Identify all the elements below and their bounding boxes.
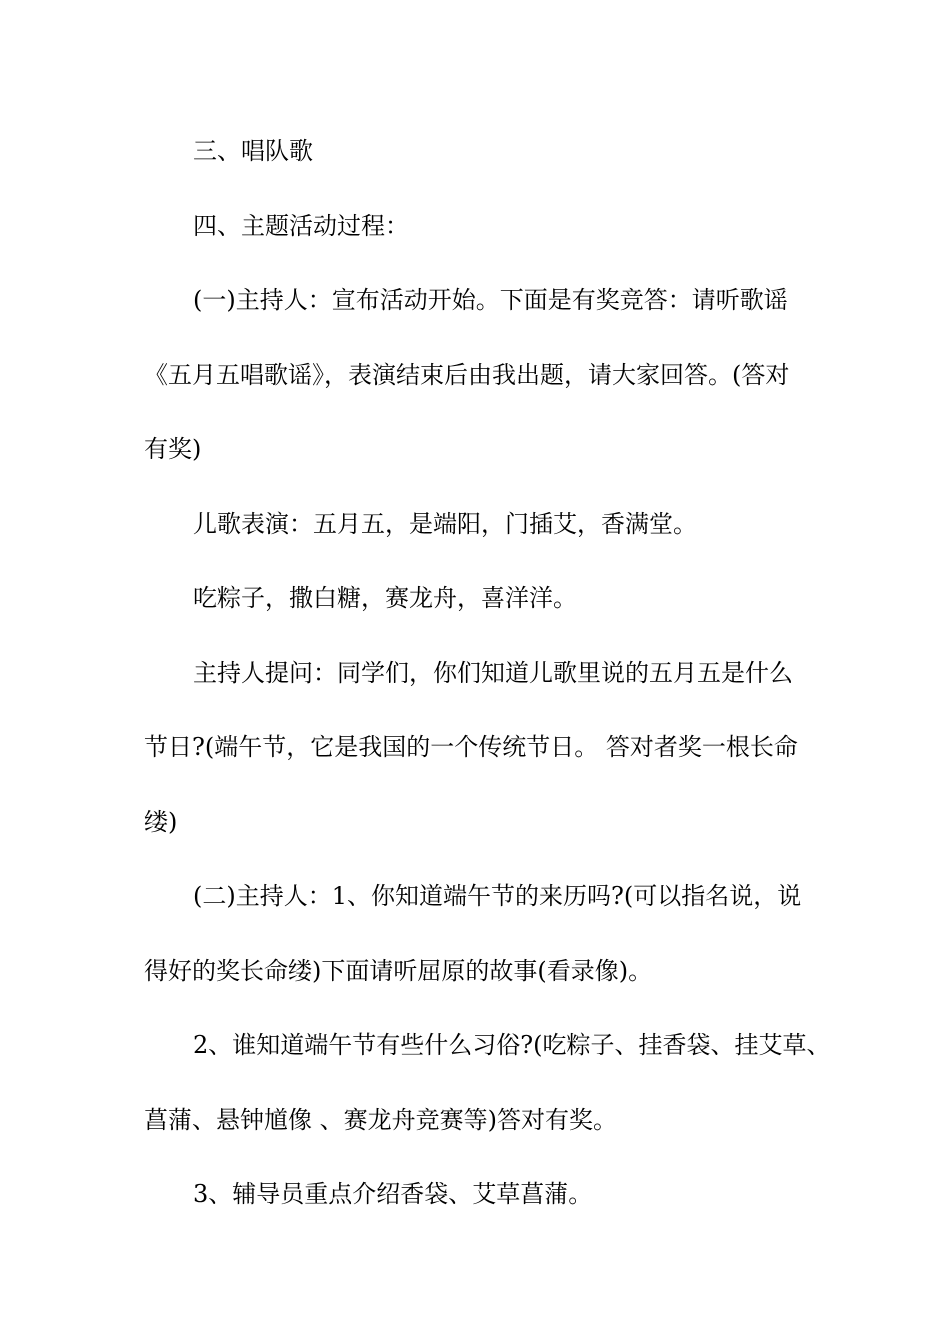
paragraph-line: (一)主持人：宣布活动开始。下面是有奖竞答：请听歌谣 xyxy=(193,286,788,314)
paragraph-line: 有奖) xyxy=(144,435,202,463)
paragraph-line: 2、谁知道端午节有些什么习俗?(吃粽子、挂香袋、挂艾草、 xyxy=(193,1031,831,1059)
paragraph-line: 缕) xyxy=(144,808,178,836)
paragraph-line: 三、唱队歌 xyxy=(193,137,313,165)
paragraph-line: 菖蒲、悬钟馗像 、赛龙舟竞赛等)答对有奖。 xyxy=(144,1106,617,1134)
paragraph-line: 《五月五唱歌谣》，表演结束后由我出题，请大家回答。(答对 xyxy=(144,361,790,389)
paragraph-line: (二)主持人：1、你知道端午节的来历吗?(可以指名说，说 xyxy=(193,882,802,910)
paragraph-line: 节日?(端午节，它是我国的一个传统节日。 答对者奖一根长命 xyxy=(144,733,798,761)
paragraph-line: 四、主题活动过程： xyxy=(193,212,409,240)
paragraph-line: 吃粽子，撒白糖，赛龙舟，喜洋洋。 xyxy=(193,584,577,612)
paragraph-line: 主持人提问：同学们，你们知道儿歌里说的五月五是什么 xyxy=(193,659,793,687)
paragraph-line: 儿歌表演：五月五，是端阳，门插艾，香满堂。 xyxy=(193,510,697,538)
paragraph-line: 得好的奖长命缕)下面请听屈原的故事(看录像)。 xyxy=(144,957,653,985)
paragraph-line: 3、辅导员重点介绍香袋、艾草菖蒲。 xyxy=(193,1180,593,1208)
